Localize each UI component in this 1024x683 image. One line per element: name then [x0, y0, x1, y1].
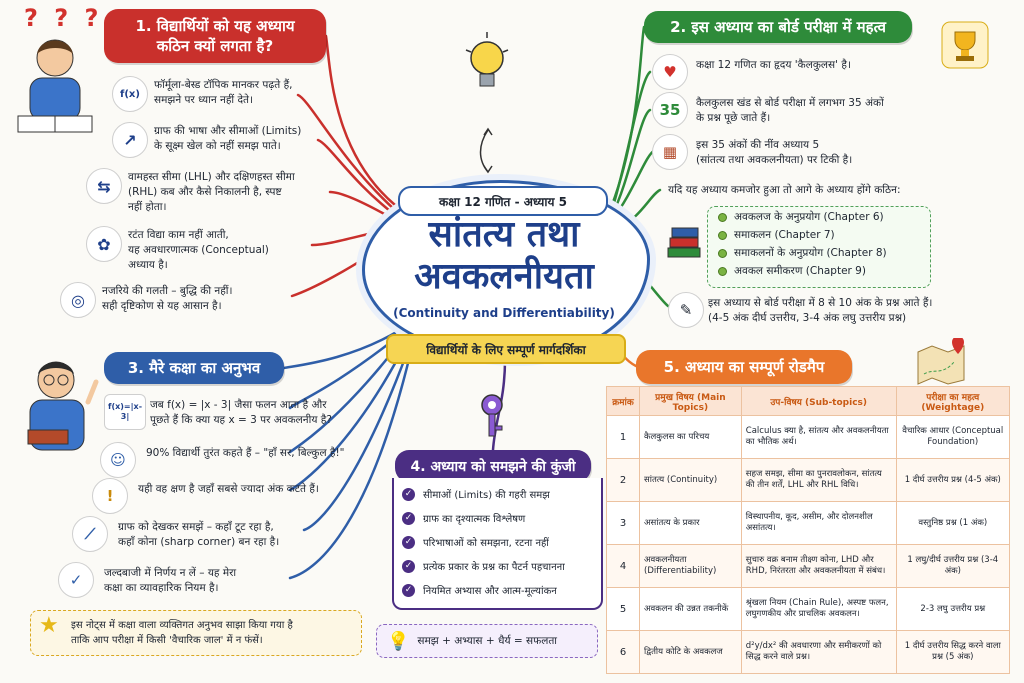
section1-item-line2: समझने पर ध्यान नहीं देते।	[154, 94, 253, 106]
check-icon: ✓	[402, 488, 415, 501]
row-num: 3	[607, 502, 640, 545]
check-icon: ✓	[402, 560, 415, 573]
arrows-icon: ⇆	[86, 168, 122, 204]
section5-title: 5. अध्याय का सम्पूर्ण रोडमैप	[663, 358, 825, 376]
section1-item-line2: के सूक्ष्म खेल को नहीं समझ पाते।	[154, 140, 281, 152]
section1-item-line1: नजरिये की गलती – बुद्धि की नहीं।	[102, 285, 233, 297]
roadmap-row	[607, 416, 1010, 459]
section3-title: 3. मैरे कक्षा का अनुभव	[127, 359, 261, 377]
brain-icon: ✿	[86, 226, 122, 262]
section1-item-line2: यह अवधारणात्मक (Conceptual)	[128, 244, 269, 256]
chapter-label: अवकल समीकरण (Chapter 9)	[734, 265, 866, 277]
lightbulb-icon	[462, 30, 512, 100]
section1-item	[154, 78, 293, 108]
section2-item	[696, 96, 884, 126]
section1-item-line1: रटंत विद्या काम नहीं आती,	[128, 229, 229, 241]
chapter-item	[718, 228, 835, 243]
thinking-student-icon	[10, 30, 100, 140]
section3-item-line1: ग्राफ को देखकर समझें – कहाँ टूट रहा है,	[118, 521, 274, 533]
chapter-item	[718, 210, 884, 225]
key-item-label: प्रत्येक प्रकार के प्रश्न का पैटर्न पहचानना	[423, 562, 565, 573]
row-topic: अवकलनीयता (Differentiability)	[640, 545, 742, 588]
note-line2: ताकि आप परीक्षा में किसी 'वैचारिक जाल' में न फंसें।	[71, 635, 263, 646]
shield-icon: ✓	[58, 562, 94, 598]
key-item	[402, 534, 549, 550]
bullet-icon	[718, 267, 727, 276]
marks-info	[708, 296, 932, 326]
bullet-icon	[718, 249, 727, 258]
section2-item-line1: इस 35 अंकों की नींव अध्याय 5	[696, 139, 820, 151]
section2-title: 2. इस अध्याय का बोर्ड परीक्षा में महत्व	[670, 18, 886, 36]
row-num: 4	[607, 545, 640, 588]
bulb-small-icon: 💡	[387, 630, 410, 652]
section1-item-line2: (RHL) कब और कैसे निकालनी है, स्पष्ट	[128, 186, 282, 198]
row-subtopics: Calculus क्या है, सांतत्य और अवकलनीयता का भौतिक अर्थ।	[741, 416, 896, 459]
section4-title: 4. अध्याय को समझने की कुंजी	[410, 458, 576, 475]
row-subtopics: d²y/dx² की अवधारणा और समीकरणों को सिद्ध करने वाले प्रश्न।	[741, 631, 896, 674]
section2-item	[696, 138, 852, 168]
bullet-icon	[718, 231, 727, 240]
row-subtopics: श्रृंखला नियम (Chain Rule), अस्पष्ट फलन, लघुगणकीय और प्राचलिक अवकलन।	[741, 588, 896, 631]
chapter-title	[370, 214, 638, 298]
section2-item-line2: (सांतत्य तथा अवकलनीयता) पर टिकी है।	[696, 154, 853, 166]
section3-item-line1: जल्दबाजी में निर्णय न लें – यह मेरा	[104, 567, 237, 579]
key-item-label: परिभाषाओं को समझना, रटना नहीं	[423, 538, 549, 549]
section2-item-line2: के प्रश्न पूछे जाते हैं।	[696, 112, 771, 124]
weak-chapter-line: यदि यह अध्याय कमजोर हुआ तो आगे के अध्याय होंगे कठिन:	[668, 184, 901, 196]
section1-item-line1: फॉर्मूला-बेस्ड टॉपिक मानकर पढ़ते हैं,	[154, 79, 293, 91]
section1-banner	[104, 9, 326, 63]
row-weightage: 1 दीर्घ उत्तरीय प्रश्न (4-5 अंक)	[896, 459, 1009, 502]
section1-item	[128, 170, 295, 215]
success-formula	[376, 624, 598, 658]
section3-item-line2: पूछते हैं कि क्या यह x = 3 पर अवकलनीय है?	[150, 414, 332, 426]
roadmap-row	[607, 631, 1010, 674]
section3-banner	[104, 352, 284, 384]
key-item	[402, 558, 565, 574]
graph-corner-icon: ⟋	[72, 516, 108, 552]
section3-item	[146, 446, 345, 461]
section2-banner	[644, 11, 912, 43]
key-item-label: नियमित अभ्यास और आत्म-मूल्यांकन	[423, 586, 557, 597]
warning-icon: !	[92, 478, 128, 514]
class-chapter-tag: कक्षा 12 गणित - अध्याय 5	[398, 186, 608, 216]
key-item-label: ग्राफ का दृश्यात्मक विश्लेषण	[423, 514, 526, 525]
section2-item	[696, 58, 851, 73]
fx-board-icon: f(x)=|x-3|	[104, 394, 146, 430]
row-subtopics: सहज समझ, सीमा का पुनरावलोकन, सांतत्य की तीन शर्तें, LHL और RHL विधि।	[741, 459, 896, 502]
header-sub: उप-विषय (Sub-topics)	[741, 387, 896, 416]
row-num: 5	[607, 588, 640, 631]
formula-icon: f(x)	[112, 76, 148, 112]
trophy-icon	[940, 20, 990, 70]
books-icon	[664, 222, 704, 262]
row-subtopics: विस्थापनीय, कूद, असीम, और दोलनशील असांतत्य।	[741, 502, 896, 545]
section1-title-line1: 1. विद्यार्थियों को यह अध्याय	[135, 17, 295, 35]
row-topic: अवकलन की उन्नत तकनीकें	[640, 588, 742, 631]
row-num: 2	[607, 459, 640, 502]
section3-item	[138, 482, 319, 497]
roadmap-table	[606, 386, 1010, 674]
location-pin-icon	[914, 338, 970, 386]
key-icon	[470, 392, 514, 440]
row-subtopics: सुचारु वक्र बनाम तीक्ष्ण कोना, LHD और RHD, निरंतरता और अवकलनीयता में संबंध।	[741, 545, 896, 588]
roadmap-row	[607, 588, 1010, 631]
section2-item-line1: कैलकुलस खंड से बोर्ड परीक्षा में लगभग 35 अंकों	[696, 97, 884, 109]
graph-icon: ↗	[112, 122, 148, 158]
teacher-icon	[16, 352, 106, 462]
header-weight: परीक्षा का महत्व (Weightage)	[896, 387, 1009, 416]
chapter-label: अवकलज के अनुप्रयोग (Chapter 6)	[734, 211, 884, 223]
marks-35-icon: 35	[652, 92, 688, 128]
row-weightage: 1 दीर्घ उत्तरीय सिद्ध करने वाला प्रश्न (5 अंक)	[896, 631, 1009, 674]
section3-item-line2: कहाँ कोना (sharp corner) बन रहा है।	[118, 536, 280, 548]
section1-item-line1: ग्राफ की भाषा और सीमाओं (Limits)	[154, 125, 302, 137]
section1-item-line2: सही दृष्टिकोण से यह आसान है।	[102, 300, 222, 312]
key-item	[402, 582, 557, 598]
key-item-label: सीमाओं (Limits) की गहरी समझ	[423, 490, 550, 501]
bullet-icon	[718, 213, 727, 222]
section1-item	[102, 284, 233, 314]
roadmap-row	[607, 459, 1010, 502]
section1-item-line1: वामहस्त सीमा (LHL) और दक्षिणहस्त सीमा	[128, 171, 295, 183]
question-marks-icon: ? ? ?	[24, 4, 103, 32]
section1-item	[154, 124, 301, 154]
row-weightage: 1 लघु/दीर्घ उत्तरीय प्रश्न (3-4 अंक)	[896, 545, 1009, 588]
section1-item-line3: नहीं होता।	[128, 201, 167, 213]
checklist-icon: ✎	[668, 292, 704, 328]
roadmap-row	[607, 502, 1010, 545]
note-line1: इस नोट्स में कक्षा वाला व्यक्तिगत अनुभव साझा किया गया है	[71, 620, 293, 631]
section3-item-line1: जब f(x) = |x - 3| जैसा फलन आता है और	[150, 399, 327, 411]
row-num: 6	[607, 631, 640, 674]
section3-item	[150, 398, 332, 428]
student-icon: ☺	[100, 442, 136, 478]
section1-title-line2: कठिन क्यों लगता है?	[156, 37, 274, 55]
section3-item-line2: कक्षा का व्यावहारिक नियम है।	[104, 582, 219, 594]
chapter-subtitle: (Continuity and Differentiability)	[393, 306, 615, 320]
chapter-title-line1: सांतत्य तथा	[428, 214, 580, 255]
section1-item	[128, 228, 269, 273]
section5-banner	[636, 350, 852, 384]
heart-icon: ♥	[652, 54, 688, 90]
row-weightage: वैचारिक आधार (Conceptual Foundation)	[896, 416, 1009, 459]
row-num: 1	[607, 416, 640, 459]
key-item	[402, 510, 525, 526]
roadmap-header-row	[607, 387, 1010, 416]
chapter-label: समाकलनों के अनुप्रयोग (Chapter 8)	[734, 247, 887, 259]
section3-item-line1: 90% विद्यार्थी तुरंत कहते हैं – "हाँ सर, बिल्कुल है!"	[146, 447, 345, 459]
chapter-title-line2: अवकलनीयता	[414, 256, 594, 297]
key-item	[402, 486, 550, 502]
chapter-item	[718, 264, 866, 279]
section3-item	[118, 520, 279, 550]
section3-item-line1: यही वह क्षण है जहाँ सबसे ज्यादा अंक कटते हैं।	[138, 483, 319, 495]
chapter-label: समाकलन (Chapter 7)	[734, 229, 835, 241]
row-topic: असांतत्य के प्रकार	[640, 502, 742, 545]
marks-line1: इस अध्याय से बोर्ड परीक्षा में 8 से 10 अंक के प्रश्न आते हैं।	[708, 297, 933, 309]
row-weightage: वस्तुनिष्ठ प्रश्न (1 अंक)	[896, 502, 1009, 545]
row-topic: सांतत्य (Continuity)	[640, 459, 742, 502]
note-box	[30, 610, 362, 656]
chapter-item	[718, 246, 887, 261]
row-topic: द्वितीय कोटि के अवकलज	[640, 631, 742, 674]
row-topic: कैलकुलस का परिचय	[640, 416, 742, 459]
bricks-icon: ▦	[652, 134, 688, 170]
roadmap-row	[607, 545, 1010, 588]
check-icon: ✓	[402, 536, 415, 549]
check-icon: ✓	[402, 584, 415, 597]
row-weightage: 2-3 लघु उत्तरीय प्रश्न	[896, 588, 1009, 631]
check-icon: ✓	[402, 512, 415, 525]
header-num: क्रमांक	[607, 387, 640, 416]
section1-item-line3: अध्याय है।	[128, 259, 168, 271]
header-topic: प्रमुख विषय (Main Topics)	[640, 387, 742, 416]
section2-item-line1: कक्षा 12 गणित का हृदय 'कैलकुलस' है।	[696, 59, 851, 71]
target-icon: ◎	[60, 282, 96, 318]
guide-ribbon: विद्यार्थियों के लिए सम्पूर्ण मार्गदर्शिका	[386, 334, 626, 364]
formula-text: समझ + अभ्यास + धैर्य = सफलता	[417, 635, 558, 647]
marks-line2: (4-5 अंक दीर्घ उत्तरीय, 3-4 अंक लघु उत्तरीय प्रश्न)	[708, 312, 907, 324]
section3-item	[104, 566, 236, 596]
star-icon: ★	[39, 613, 59, 638]
